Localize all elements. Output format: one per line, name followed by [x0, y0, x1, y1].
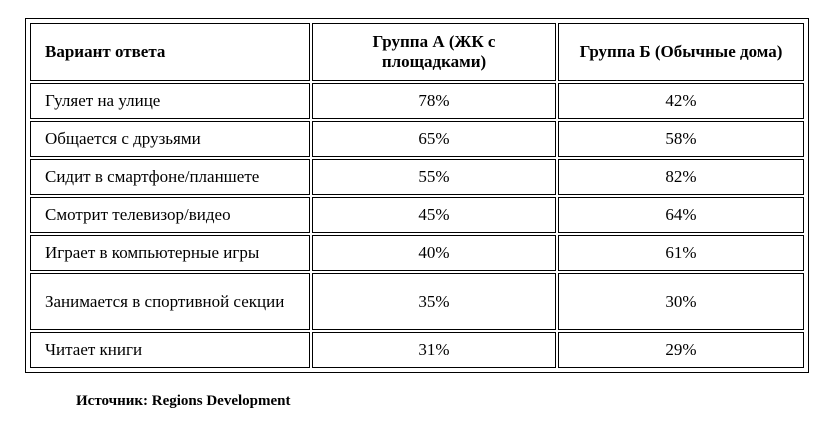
- group-b-value: 58%: [558, 121, 804, 157]
- group-b-value: 42%: [558, 83, 804, 119]
- group-b-value: 64%: [558, 197, 804, 233]
- survey-table: [28, 21, 806, 370]
- row-label: Сидит в смартфоне/планшете: [30, 159, 310, 195]
- table-row: [30, 332, 804, 368]
- group-a-value: 40%: [312, 235, 556, 271]
- row-label: Играет в компьютерные игры: [30, 235, 310, 271]
- group-a-value: 78%: [312, 83, 556, 119]
- source-caption: Источник: Regions Development: [76, 393, 291, 409]
- group-b-value: 82%: [558, 159, 804, 195]
- group-a-value: 31%: [312, 332, 556, 368]
- group-b-value: 30%: [558, 273, 804, 330]
- row-label: Общается с друзьями: [30, 121, 310, 157]
- header-answer-option: Вариант ответа: [30, 23, 310, 81]
- table-row: [30, 273, 804, 330]
- row-label: Смотрит телевизор/видео: [30, 197, 310, 233]
- group-a-value: 35%: [312, 273, 556, 330]
- row-label: Читает книги: [30, 332, 310, 368]
- table-row: [30, 159, 804, 195]
- table-row: [30, 83, 804, 119]
- table-header-row: [30, 23, 804, 81]
- survey-table-frame: [25, 18, 809, 373]
- group-b-value: 29%: [558, 332, 804, 368]
- group-a-value: 45%: [312, 197, 556, 233]
- group-a-value: 65%: [312, 121, 556, 157]
- table-row: [30, 197, 804, 233]
- header-group-b: Группа Б (Обычные дома): [558, 23, 804, 81]
- group-a-value: 55%: [312, 159, 556, 195]
- row-label: Гуляет на улице: [30, 83, 310, 119]
- row-label: Занимается в спортивной секции: [30, 273, 310, 330]
- group-b-value: 61%: [558, 235, 804, 271]
- table-row: [30, 235, 804, 271]
- table-row: [30, 121, 804, 157]
- header-group-a: Группа А (ЖК с площадками): [312, 23, 556, 81]
